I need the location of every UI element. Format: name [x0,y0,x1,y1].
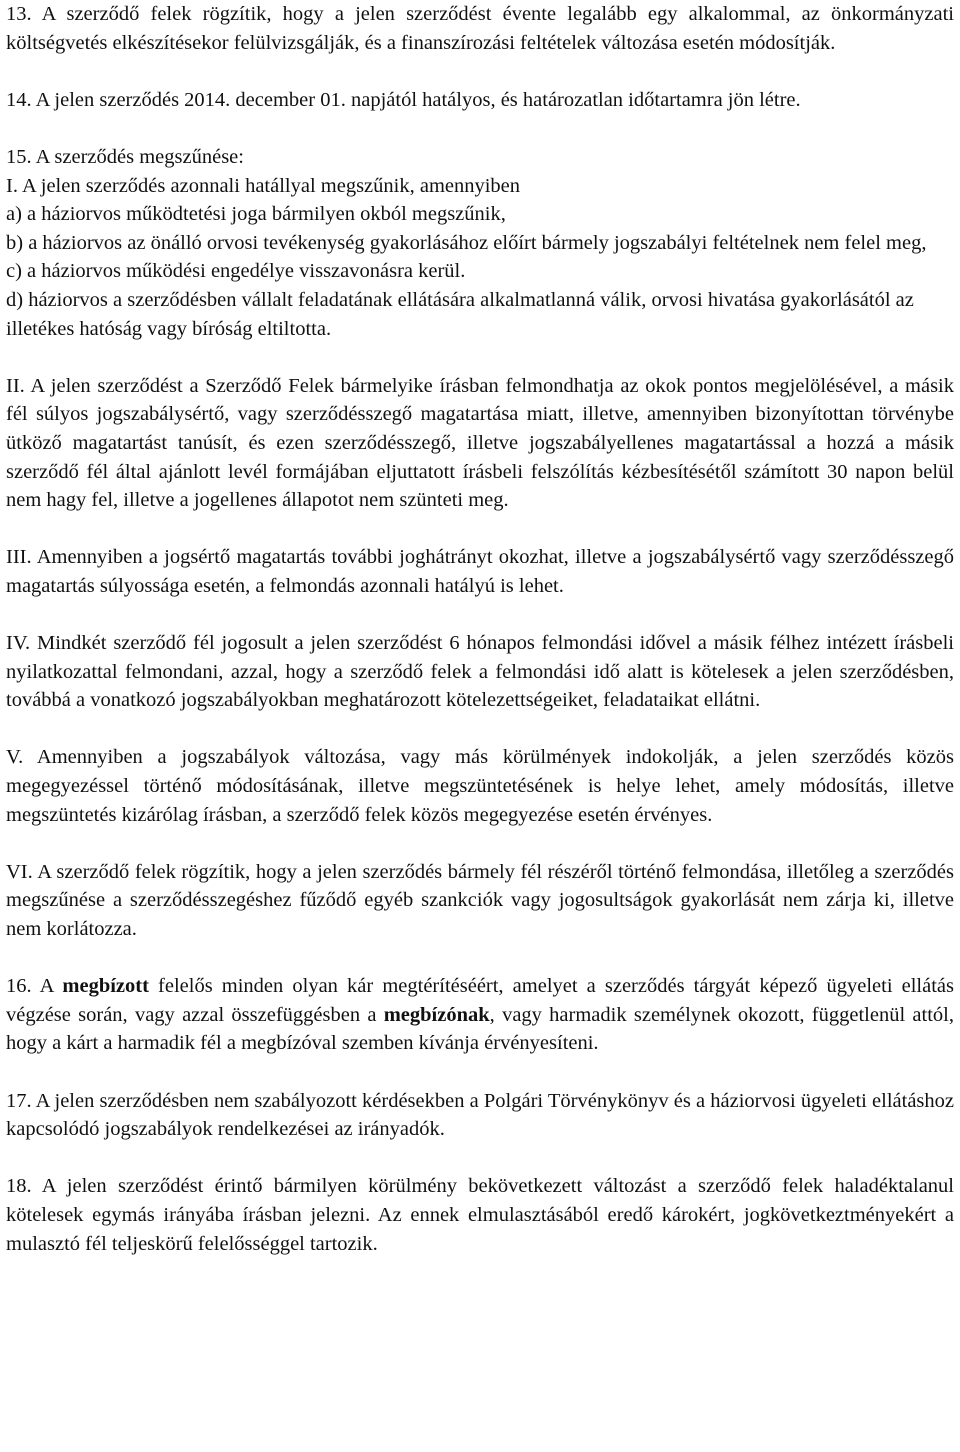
termination-item-d: d) háziorvos a szerződésben vállalt feladatának ellátására alkalmatlanná válik, orvosi hivatása gyakorlásától az illetékes hatóság vagy bíróság eltiltotta. [6,288,914,340]
paragraph-vi-text: VI. A szerződő felek rögzítik, hogy a jelen szerződés bármely fél részéről történő felmondása, illetőleg a szerződés megszűnése a szerződésszegéshez fűződő egyéb szankciók vagy jogosultságok gyakorlását nem zárja ki, illetve nem korlátozza. [6,860,954,940]
section-16-text [6,972,954,1058]
termination-paragraph-iv [6,629,954,715]
termination-item-a: a) a háziorvos működtetési joga bármilyen okból megszűnik, [6,203,506,226]
section-16-part-1: 16. A [6,975,63,998]
section-16-part-3: , vagy harmadik személynek okozott, függetlenül attól, hogy a kárt a harmadik fél a megbízóval szemben kívánja érvényesíteni. [6,1003,954,1055]
paragraph-v-text: V. Amennyiben a jogszabályok változása, vagy más körülmények indokolják, a jelen szerződés közös megegyezéssel történő módosításának, illetve megszüntetésének is helye lehet, amely módosítás, illetve megszüntetés kizárólag írásban, a szerződő felek közös megegyezése esetén érvényes. [6,746,954,826]
section-18-text: 18. A jelen szerződést érintő bármilyen körülmény bekövetkezett változást a szerződő felek haladéktalanul kötelesek egymás irányába írásban jelezni. Az ennek elmulasztásából eredő károkért, jogkövetkeztményekért a mulasztó fél teljeskörű felelősséggel tartozik. [6,1175,954,1255]
termination-item-c: c) a háziorvos működési engedélye visszavonásra kerül. [6,260,466,283]
termination-paragraph-ii [6,372,954,515]
section-16 [6,972,954,1058]
section-18 [6,1172,954,1258]
section-15 [6,143,954,343]
termination-paragraph-vi [6,858,954,944]
section-14-text: 14. A jelen szerződés 2014. december 01. napjától hatályos, és határozatlan időtartamra jön létre. [6,88,801,111]
termination-paragraph-v [6,743,954,829]
paragraph-iii-text: III. Amennyiben a jogsértő magatartás további joghátrányt okozhat, illetve a jogszabálysértő vagy szerződésszegő magatartás súlyossága esetén, a felmondás azonnali hatályú is lehet. [6,546,954,597]
section-13 [6,0,954,57]
section-17-text: 17. A jelen szerződésben nem szabályozott kérdésekben a Polgári Törvénykönyv és a háziorvosi ügyeleti ellátáshoz kapcsolódó jogszabályok rendelkezései az irányadók. [6,1089,954,1141]
document-page [6,0,954,1258]
paragraph-iv-text: IV. Mindkét szerződő fél jogosult a jelen szerződést 6 hónapos felmondási idővel a másik félhez intézett írásbeli nyilatkozattal felmondani, azzal, hogy a szerződő felek a felmondási idő alatt is kötelesek a jelen szerződésben, továbbá a vonatkozó jogszabályokban meghatározott kötelezettségeiket, feladataikat ellátni. [6,632,954,712]
section-17 [6,1087,954,1144]
termination-item-b: b) a háziorvos az önálló orvosi tevékenység gyakorlásához előírt bármely jogszabályi feltételnek nem felel meg, [6,231,927,254]
section-13-text: 13. A szerződő felek rögzítik, hogy a jelen szerződést évente legalább egy alkalommal, az önkormányzati költségvetés elkészítésekor felülvizsgálják, és a finanszírozási feltételek változása esetén módosítják. [6,3,954,54]
section-15-heading: 15. A szerződés megszűnése: [6,145,244,168]
paragraph-ii-text: II. A jelen szerződést a Szerződő Felek bármelyike írásban felmondhatja az okok pontos megjelölésével, a másik fél súlyos jogszabálysértő, vagy szerződésszegő magatartása miatt, illetve, amennyiben bizonyítottan törvénybe ütköző magatartást tanúsít, és ezen szerződésszegő, illetve jogszabályellenes magatartással a hozzá a másik szerződő fél által ajánlott levél formájában eljuttatott írásbeli felszólítás kézbesítésétől számított 30 napon belül nem hagy fel, illetve a jogellenes állapotot nem szünteti meg. [6,374,954,512]
section-16-bold-megbizott: megbízott [62,975,149,998]
section-14 [6,86,954,115]
termination-intro: I. A jelen szerződés azonnali hatállyal megszűnik, amennyiben [6,174,521,197]
termination-paragraph-iii [6,543,954,600]
section-16-part-2: felelős minden olyan kár megtérítéséért, amelyet a szerződés tárgyát képező ügyeleti ellátás végzése során, vagy azzal összefüggésben a [6,975,954,1026]
section-16-bold-megbizonak: megbízónak [383,1003,490,1026]
